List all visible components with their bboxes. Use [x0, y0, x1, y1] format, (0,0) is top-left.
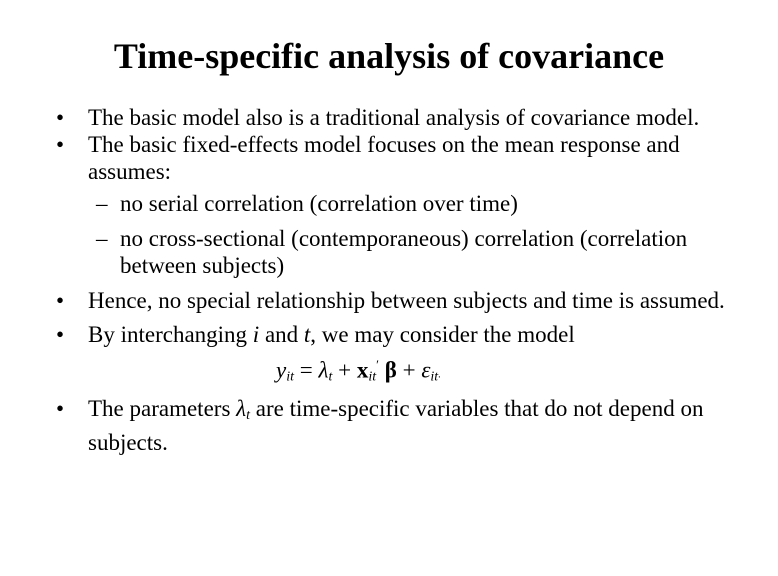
bullet-mark: • — [56, 322, 65, 347]
formula-plus-2: + — [396, 357, 422, 383]
bullet-text-a: By interchanging — [88, 322, 253, 347]
formula-lambda-sub: t — [328, 369, 333, 385]
formula-eq: = — [294, 357, 319, 383]
formula-epsilon-sub: it — [430, 369, 439, 385]
model-formula — [56, 348, 746, 395]
bullet-text-a: The parameters — [88, 395, 237, 421]
sub-bullet-text: no cross-sectional (contemporaneous) correlation (correlation between subjects) — [120, 226, 688, 278]
formula-x: x — [356, 357, 369, 383]
param-lambda: λ — [236, 395, 247, 421]
bullet-text: The basic fixed-effects model focuses on the mean response and assumes: — [88, 132, 680, 184]
formula-y-sub: it — [286, 369, 294, 385]
formula-lambda: λ — [318, 357, 329, 383]
bullet-item-2 — [56, 131, 746, 185]
bullet-item-3 — [56, 287, 746, 314]
bullet-list — [56, 104, 746, 456]
param-lambda-sub: t — [246, 407, 251, 423]
sub-bullet-text: no serial correlation (correlation over time) — [120, 191, 518, 216]
bullet-item-4 — [56, 321, 746, 348]
var-i: i — [252, 322, 260, 347]
slide-title: Time-specific analysis of covariance — [113, 36, 665, 76]
dash-mark: – — [96, 191, 108, 216]
sub-bullet-item-1 — [56, 190, 746, 217]
dash-mark: – — [96, 226, 108, 251]
bullet-mark: • — [56, 395, 65, 421]
formula-plus-1: + — [332, 357, 357, 383]
formula-prime: ′ — [376, 357, 379, 372]
formula-period: . — [438, 369, 441, 381]
sub-bullet-item-2 — [56, 225, 746, 279]
bullet-text: The basic model also is a traditional analysis of covariance model. — [88, 105, 700, 130]
bullet-item-5 — [56, 395, 746, 456]
formula-x-sub: it — [368, 369, 377, 385]
bullet-text: Hence, no special relationship between subjects and time is assumed. — [88, 288, 725, 313]
bullet-item-1 — [56, 104, 746, 131]
bullet-text-and: and — [259, 322, 304, 347]
bullet-text-b: are time-specific variables that do not depend on subjects. — [88, 395, 704, 455]
formula-epsilon: ε — [421, 357, 431, 383]
var-t: t — [303, 322, 311, 347]
bullet-mark: • — [56, 105, 65, 130]
bullet-mark: • — [56, 288, 65, 313]
formula-y: y — [276, 357, 287, 383]
bullet-text-b: , we may consider the model — [310, 322, 575, 347]
formula-beta: β — [384, 357, 397, 383]
bullet-mark: • — [56, 132, 65, 157]
